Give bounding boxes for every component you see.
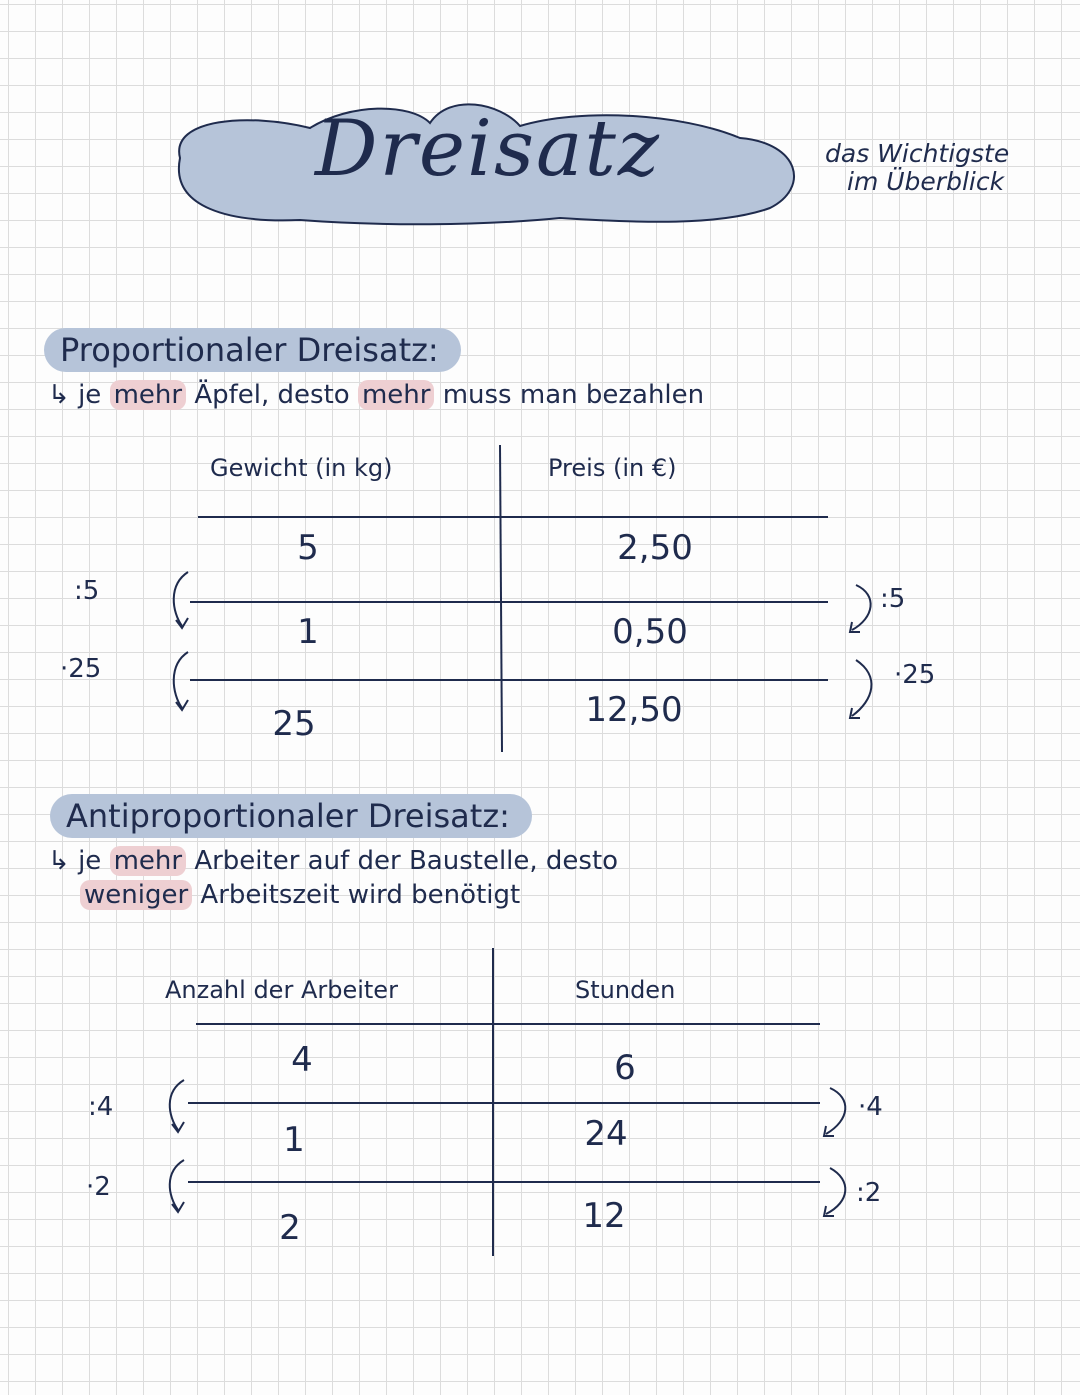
cell-workers-2: 1: [283, 1120, 305, 1160]
cell-hours-1: 6: [614, 1048, 636, 1088]
antiproportional-heading: Antiproportionaler Dreisatz:: [50, 794, 532, 838]
cell-weight-2: 1: [297, 612, 319, 652]
proportional-heading: Proportionaler Dreisatz:: [44, 328, 461, 372]
desc-text: je: [78, 380, 102, 410]
desc-text: je: [78, 846, 102, 876]
cell-weight-1: 5: [297, 528, 319, 568]
desc-text: Arbeiter auf der Baustelle, desto: [194, 846, 619, 876]
op-right-multiply: ·25: [894, 660, 936, 690]
column-header-price: Preis (in €): [548, 454, 677, 482]
page-title: Dreisatz: [315, 104, 661, 194]
subtitle: [825, 140, 1075, 196]
op-left-divide: :4: [88, 1092, 114, 1122]
cell-hours-2: 24: [584, 1114, 628, 1154]
subtitle-line-1: das Wichtigste: [825, 139, 1010, 168]
highlight-mehr: mehr: [358, 380, 435, 410]
desc-text: Äpfel, desto: [194, 380, 350, 410]
op-right-divide: :5: [880, 584, 906, 614]
desc-text: Arbeitszeit wird benötigt: [200, 880, 521, 910]
op-left-divide: :5: [74, 576, 100, 606]
op-left-multiply: ·2: [86, 1172, 111, 1202]
cell-weight-3: 25: [272, 704, 316, 744]
proportional-description: [48, 380, 704, 410]
cell-price-3: 12,50: [585, 690, 683, 730]
highlight-weniger: weniger: [80, 880, 192, 910]
column-header-workers: Anzahl der Arbeiter: [165, 976, 398, 1004]
arrow-icon: ↳: [48, 380, 70, 410]
column-header-weight: Gewicht (in kg): [210, 454, 393, 482]
column-header-hours: Stunden: [575, 976, 676, 1004]
op-right-multiply: ·4: [858, 1092, 883, 1122]
cell-price-2: 0,50: [612, 612, 688, 652]
cell-price-1: 2,50: [617, 528, 693, 568]
op-left-multiply: ·25: [60, 654, 102, 684]
antiproportional-description-line-1: [48, 846, 618, 876]
subtitle-line-2: im Überblick: [847, 167, 1005, 196]
antiproportional-description-line-2: [80, 880, 520, 910]
highlight-mehr: mehr: [110, 380, 187, 410]
highlight-mehr: mehr: [110, 846, 187, 876]
title-banner: [160, 98, 810, 228]
arrow-icon: ↳: [48, 846, 70, 876]
op-right-divide: :2: [856, 1178, 882, 1208]
cell-workers-3: 2: [279, 1208, 301, 1248]
desc-text: muss man bezahlen: [442, 380, 705, 410]
cell-workers-1: 4: [291, 1040, 313, 1080]
cell-hours-3: 12: [582, 1196, 626, 1236]
